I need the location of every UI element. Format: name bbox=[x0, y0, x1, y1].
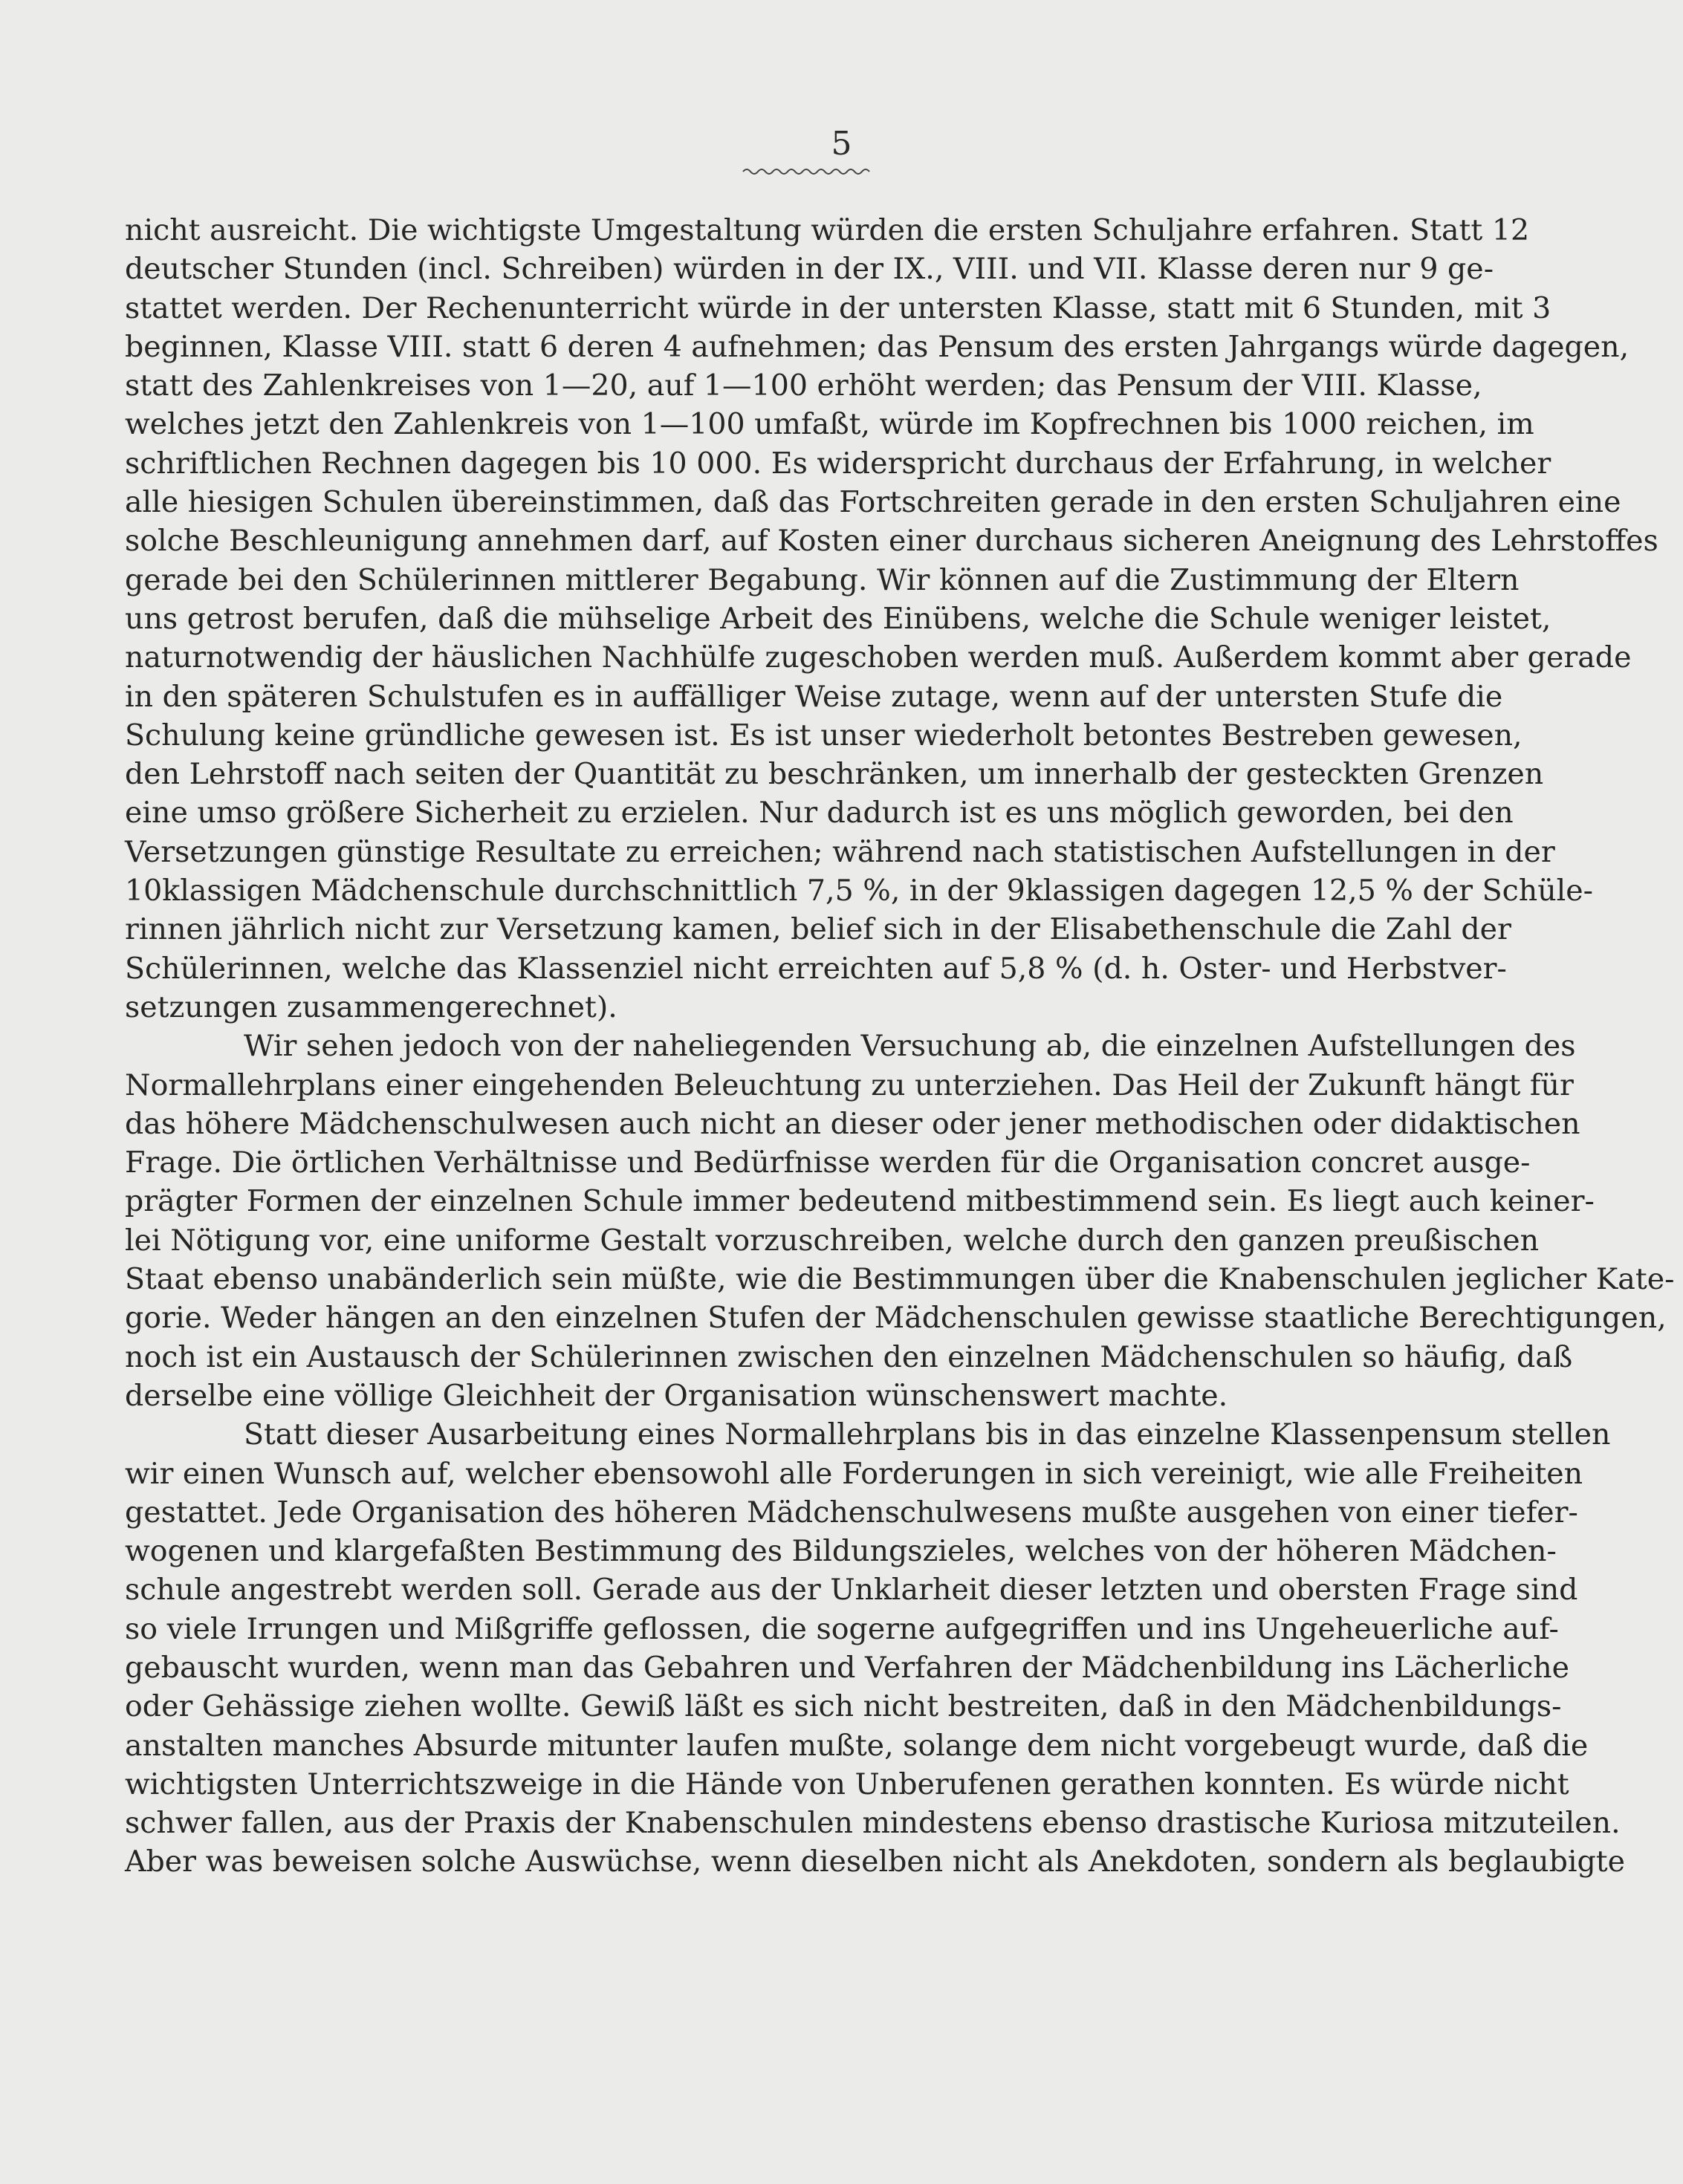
text-line: Statt dieser Ausarbeitung eines Normallehrplans bis in das einzelne Klassenpensum stellen bbox=[244, 1417, 1611, 1452]
text-line: gorie. Weder hängen an den einzelnen Stufen der Mädchenschulen gewisse staatliche Berechtigungen, bbox=[125, 1301, 1667, 1336]
text-line: alle hiesigen Schulen übereinstimmen, daß das Fortschreiten gerade in den ersten Schuljahren eine bbox=[125, 485, 1621, 520]
page-header bbox=[0, 126, 1683, 162]
text-line: wir einen Wunsch auf, welcher ebensowohl alle Forderungen in sich vereinigt, wie alle Freiheiten bbox=[125, 1456, 1583, 1491]
text-line: nicht ausreicht. Die wichtigste Umgestaltung würden die ersten Schuljahre erfahren. Statt 12 bbox=[125, 213, 1530, 247]
text-line: statt des Zahlenkreises von 1—20, auf 1—100 erhöht werden; das Pensum der VIII. Klasse, bbox=[125, 368, 1482, 403]
text-line: Schülerinnen, welche das Klassenziel nicht erreichten auf 5,8 % (d. h. Oster- und Herbstver- bbox=[125, 951, 1507, 986]
text-line: 10klassigen Mädchenschule durchschnittlich 7,5 %, in der 9klassigen dagegen 12,5 % der Schüle- bbox=[125, 874, 1594, 909]
text-line: wichtigsten Unterrichtszweige in die Hände von Unberufenen gerathen konnten. Es würde nicht bbox=[125, 1767, 1569, 1801]
text-line: rinnen jährlich nicht zur Versetzung kamen, belief sich in der Elisabethenschule die Zahl der bbox=[125, 912, 1511, 947]
wavy-rule-ornament bbox=[743, 166, 869, 177]
text-line: Normallehrplans einer eingehenden Beleuchtung zu unterziehen. Das Heil der Zukunft hängt für bbox=[125, 1067, 1574, 1102]
body-text bbox=[125, 211, 1675, 1882]
text-line: eine umso größere Sicherheit zu erzielen. Nur dadurch ist es uns möglich geworden, bei den bbox=[125, 796, 1514, 831]
text-line: lei Nötigung vor, eine uniforme Gestalt vorzuschreiben, welche durch den ganzen preußischen bbox=[125, 1223, 1540, 1258]
page-number: 5 bbox=[831, 125, 852, 163]
text-line: in den späteren Schulstufen es in auffälliger Weise zutage, wenn auf der untersten Stufe die bbox=[125, 679, 1503, 714]
text-line: derselbe eine völlige Gleichheit der Organisation wünschenswert machte. bbox=[125, 1378, 1228, 1413]
text-line: gerade bei den Schülerinnen mittlerer Begabung. Wir können auf die Zustimmung der Eltern bbox=[125, 562, 1520, 597]
text-line: welches jetzt den Zahlenkreis von 1—100 umfaßt, würde im Kopfrechnen bis 1000 reichen, im bbox=[125, 407, 1534, 442]
text-line: Wir sehen jedoch von der naheliegenden Versuchung ab, die einzelnen Aufstellungen des bbox=[244, 1029, 1576, 1064]
text-line: deutscher Stunden (incl. Schreiben) würden in der IX., VIII. und VII. Klasse deren nur 9 ge- bbox=[125, 252, 1494, 287]
text-line: das höhere Mädchenschulwesen auch nicht an dieser oder jener methodischen oder didaktischen bbox=[125, 1106, 1580, 1141]
text-line: Staat ebenso unabänderlich sein müßte, wie die Bestimmungen über die Knabenschulen jeglicher Kate- bbox=[125, 1262, 1675, 1297]
text-line: schriftlichen Rechnen dagegen bis 10 000. Es widerspricht durchaus der Erfahrung, in welcher bbox=[125, 446, 1551, 481]
text-line: den Lehrstoff nach seiten der Quantität zu beschränken, um innerhalb der gesteckten Grenzen bbox=[125, 757, 1544, 792]
text-line: stattet werden. Der Rechenunterricht würde in der untersten Klasse, statt mit 6 Stunden, mit 3 bbox=[125, 290, 1551, 325]
text-line: prägter Formen der einzelnen Schule immer bedeutend mitbestimmend sein. Es liegt auch keiner- bbox=[125, 1184, 1595, 1219]
text-line: wogenen und klargefaßten Bestimmung des Bildungszieles, welches von der höheren Mädchen- bbox=[125, 1534, 1557, 1569]
text-line: schule angestrebt werden soll. Gerade aus der Unklarheit dieser letzten und obersten Frage sind bbox=[125, 1573, 1578, 1608]
text-line: gebauscht wurden, wenn man das Gebahren und Verfahren der Mädchenbildung ins Lächerliche bbox=[125, 1650, 1570, 1685]
text-line: naturnotwendig der häuslichen Nachhülfe zugeschoben werden muß. Außerdem kommt aber gerade bbox=[125, 640, 1632, 675]
text-line: oder Gehässige ziehen wollte. Gewiß läßt es sich nicht bestreiten, daß in den Mädchenbildungs- bbox=[125, 1689, 1562, 1724]
text-line: Versetzungen günstige Resultate zu erreichen; während nach statistischen Aufstellungen in der bbox=[125, 834, 1555, 869]
text-line: Aber was beweisen solche Auswüchse, wenn dieselben nicht als Anekdoten, sondern als beglaubigte bbox=[125, 1845, 1626, 1879]
text-line: Schulung keine gründliche gewesen ist. Es ist unser wiederholt betontes Bestreben gewesen, bbox=[125, 718, 1523, 753]
text-line: gestattet. Jede Organisation des höheren Mädchenschulwesens mußte ausgehen von einer tiefer- bbox=[125, 1495, 1578, 1530]
text-line: uns getrost berufen, daß die mühselige Arbeit des Einübens, welche die Schule weniger leistet, bbox=[125, 601, 1551, 636]
text-line: beginnen, Klasse VIII. statt 6 deren 4 aufnehmen; das Pensum des ersten Jahrgangs würde dagegen, bbox=[125, 329, 1630, 364]
text-line: noch ist ein Austausch der Schülerinnen zwischen den einzelnen Mädchenschulen so häufig, daß bbox=[125, 1339, 1573, 1374]
text-line: Frage. Die örtlichen Verhältnisse und Bedürfnisse werden für die Organisation concret ausge- bbox=[125, 1145, 1531, 1180]
text-line: anstalten manches Absurde mitunter laufen mußte, solange dem nicht vorgebeugt wurde, daß die bbox=[125, 1728, 1589, 1763]
text-line: setzungen zusammengerechnet). bbox=[125, 989, 617, 1024]
text-line: solche Beschleunigung annehmen darf, auf Kosten einer durchaus sicheren Aneignung des Lehrstoffes bbox=[125, 524, 1658, 559]
text-line: schwer fallen, aus der Praxis der Knabenschulen mindestens ebenso drastische Kuriosa mitzuteilen. bbox=[125, 1806, 1621, 1841]
text-line: so viele Irrungen und Mißgriffe geflossen, die sogerne aufgegriffen und ins Ungeheuerliche auf- bbox=[125, 1611, 1559, 1646]
